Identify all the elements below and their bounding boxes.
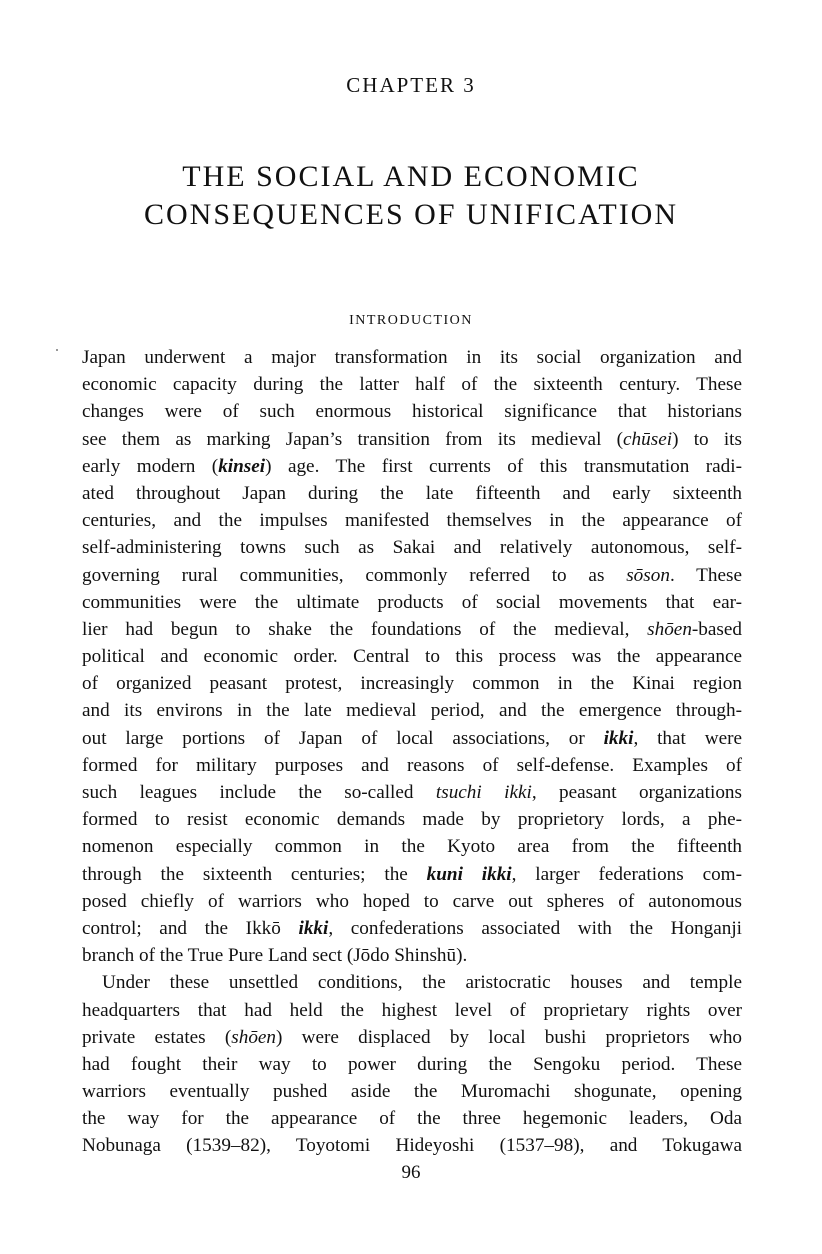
body-line: centuries, and the impulses manifested themselves in the appearance of bbox=[82, 510, 742, 532]
chapter-title bbox=[0, 158, 822, 234]
section-heading: INTRODUCTION bbox=[349, 313, 473, 328]
body-line: changes were of such enormous historical significance that historians bbox=[82, 401, 742, 423]
body-line: and its environs in the late medieval period, and the emergence through- bbox=[82, 700, 742, 722]
body-line: control; and the Ikkō ikki, confederations associated with the Honganji bbox=[82, 917, 742, 939]
chapter-title-line-2: CONSEQUENCES OF UNIFICATION bbox=[143, 198, 679, 231]
body-line: posed chiefly of warriors who hoped to carve out spheres of autonomous bbox=[82, 890, 742, 912]
body-line: such leagues include the so-called tsuchi ikki, peasant organizations bbox=[82, 782, 742, 803]
chapter-title-line-1: THE SOCIAL AND ECONOMIC bbox=[182, 160, 640, 193]
body-line: formed to resist economic demands made by proprietory lords, a phe- bbox=[82, 809, 742, 831]
italic-term: shōen bbox=[231, 1026, 277, 1048]
bold-italic-term: ikki bbox=[298, 917, 329, 939]
page-number: 96 bbox=[401, 1162, 421, 1183]
body-line: warriors eventually pushed aside the Muromachi shogunate, opening bbox=[82, 1081, 742, 1103]
margin-mark bbox=[56, 349, 58, 351]
chapter-label: CHAPTER 3 bbox=[346, 73, 476, 97]
body-line: early modern (kinsei) age. The first currents of this transmutation radi- bbox=[82, 455, 742, 477]
bold-italic-term: ikki bbox=[603, 727, 634, 749]
bold-italic-term: kuni ikki bbox=[426, 863, 512, 885]
body-line: formed for military purposes and reasons of self-defense. Examples of bbox=[82, 754, 742, 776]
body-line: communities were the ultimate products of social movements that ear- bbox=[82, 591, 742, 613]
body-line-paragraph-start: Under these unsettled conditions, the aristocratic houses and temple bbox=[102, 972, 742, 994]
italic-term: shōen bbox=[647, 618, 692, 640]
italic-term: sōson bbox=[626, 564, 670, 586]
body-line: self-administering towns such as Sakai and relatively autonomous, self- bbox=[82, 537, 742, 559]
body-line: economic capacity during the latter half of the sixteenth century. These bbox=[82, 374, 742, 396]
body-line: Nobunaga (1539–82), Toyotomi Hideyoshi (1537–98), and Tokugawa bbox=[82, 1135, 742, 1157]
italic-term: tsuchi ikki bbox=[435, 782, 532, 803]
body-line: political and economic order. Central to this process was the appearance bbox=[82, 646, 742, 668]
body-line: see them as marking Japan’s transition from its medieval (chūsei) to its bbox=[82, 428, 742, 450]
body-line: branch of the True Pure Land sect (Jōdo Shinshū). bbox=[82, 945, 468, 967]
body-line: lier had begun to shake the foundations of the medieval, shōen-based bbox=[82, 618, 742, 640]
body-line: had fought their way to power during the Sengoku period. These bbox=[82, 1053, 742, 1075]
body-line: nomenon especially common in the Kyoto area from the fifteenth bbox=[82, 836, 742, 858]
body-line: through the sixteenth centuries; the kuni ikki, larger federations com- bbox=[82, 863, 743, 885]
body-line: out large portions of Japan of local associations, or ikki, that were bbox=[82, 727, 742, 749]
body-line: private estates (shōen) were displaced by local bushi proprietors who bbox=[82, 1026, 743, 1048]
bold-italic-term: kinsei bbox=[218, 455, 266, 477]
body-line: of organized peasant protest, increasingly common in the Kinai region bbox=[82, 673, 742, 695]
italic-term: chūsei bbox=[623, 428, 673, 450]
body-line: the way for the appearance of the three hegemonic leaders, Oda bbox=[82, 1108, 742, 1130]
body-line: governing rural communities, commonly referred to as sōson. These bbox=[82, 564, 743, 586]
body-line: ated throughout Japan during the late fifteenth and early sixteenth bbox=[82, 482, 742, 504]
body-line: headquarters that had held the highest level of proprietary rights over bbox=[82, 999, 742, 1021]
body-text bbox=[82, 344, 742, 1160]
body-line: Japan underwent a major transformation in its social organization and bbox=[82, 347, 742, 368]
